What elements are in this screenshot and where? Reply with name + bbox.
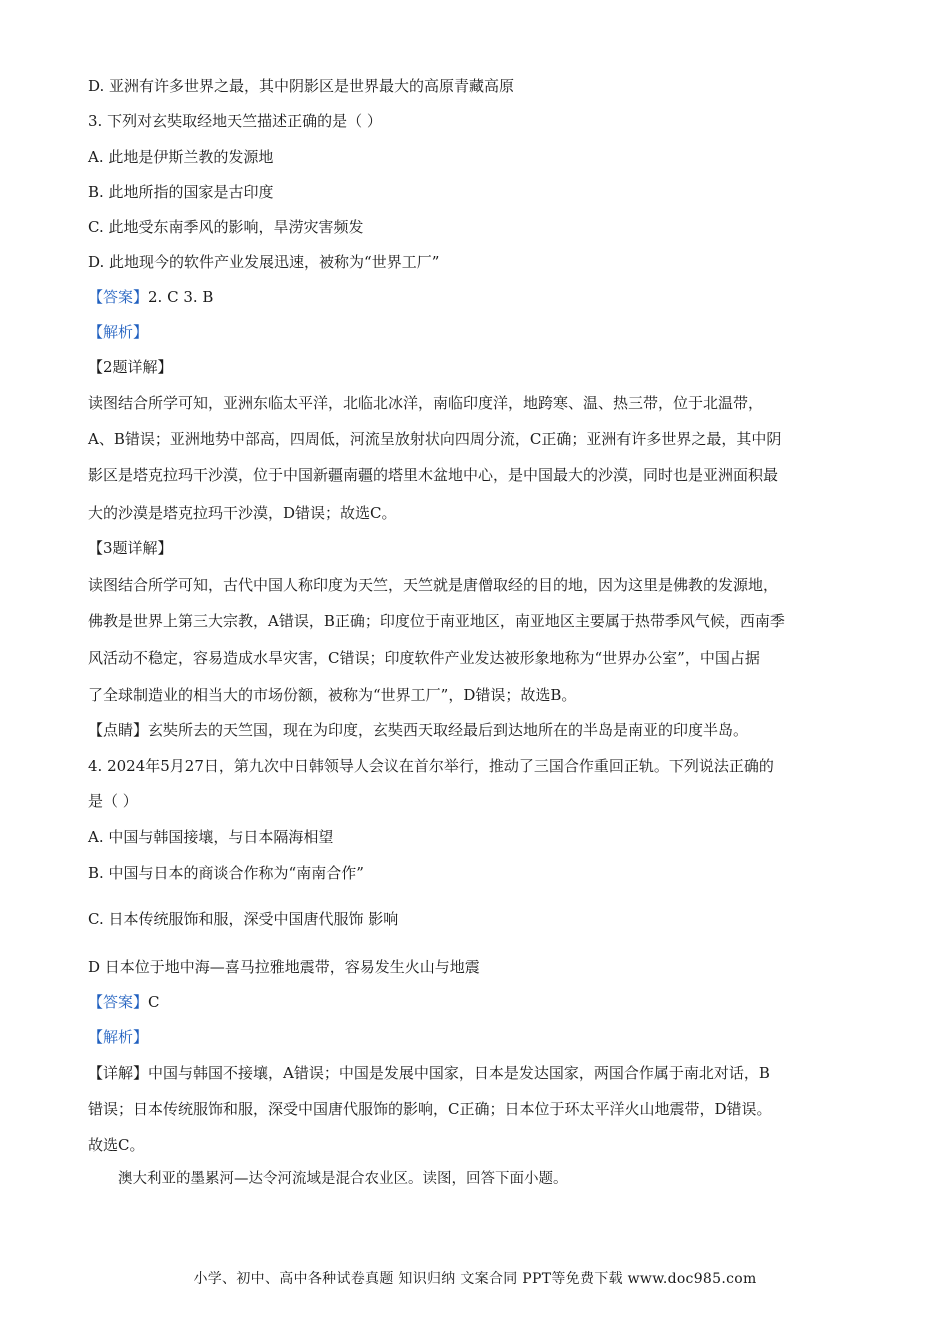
- page-footer: 小学、初中、高中各种试卷真题 知识归纳 文案合同 PPT等免费下载 www.doc985.com: [193, 1271, 757, 1287]
- section-intro: 澳大利亚的墨累河—达令河流域是混合农业区。读图，回答下面小题。: [118, 1171, 568, 1187]
- answer-tag: 【答案】: [88, 993, 149, 1011]
- q4-stem-line-2: 是（ ）: [88, 792, 138, 810]
- q4-option-d: D 日本位于地中海—喜马拉雅地震带，容易发生火山与地震: [88, 958, 480, 976]
- q4-option-c: C. 日本传统服饰和服，深受中国唐代服饰 影响: [88, 910, 399, 928]
- point-line: [88, 719, 872, 741]
- q3-option-d: D. 此地现今的软件产业发展迅速，被称为“世界工厂”: [88, 253, 440, 271]
- q4-option-b: B. 中国与日本的商谈合作称为“南南合作”: [88, 864, 364, 882]
- detail-tag: 【详解】: [88, 1064, 149, 1082]
- analysis-tag: 【解析】: [88, 323, 149, 341]
- q4-detail-line: 故选C。: [88, 1136, 145, 1154]
- q3-option-c: C. 此地受东南季风的影响，旱涝灾害频发: [88, 218, 364, 236]
- q3-stem: 3. 下列对玄奘取经地天竺描述正确的是（ ）: [88, 112, 382, 130]
- q4-detail-line: 错误；日本传统服饰和服，深受中国唐代服饰的影响，C正确；日本位于环太平洋火山地震带，D错误。: [88, 1100, 772, 1118]
- q2-detail-line: A、B错误；亚洲地势中部高，四周低，河流呈放射状向四周分流，C正确；亚洲有许多世界之最，其中阴: [88, 430, 782, 448]
- analysis-tag-4: 【解析】: [88, 1028, 149, 1046]
- q4-option-a: A. 中国与韩国接壤，与日本隔海相望: [88, 828, 334, 846]
- q2-option-d: D. 亚洲有许多世界之最，其中阴影区是世界最大的高原青藏高原: [88, 77, 515, 95]
- answer-tag: 【答案】: [88, 288, 149, 306]
- q2-detail-line: 大的沙漠是塔克拉玛干沙漠，D错误；故选C。: [88, 504, 397, 522]
- q3-detail-line: 佛教是世界上第三大宗教，A错误，B正确；印度位于南亚地区，南亚地区主要属于热带季风气候，西南季: [88, 612, 785, 630]
- q2-detail-line: 读图结合所学可知，亚洲东临太平洋，北临北冰洋，南临印度洋，地跨寒、温、热三带，位于北温带，: [88, 394, 764, 412]
- point-tag: 【点睛】: [88, 721, 149, 739]
- answer-line-23: [88, 286, 872, 308]
- q3-detail-tag: 【3题详解】: [88, 539, 173, 557]
- answer-line-4: [88, 991, 872, 1013]
- detail-text: 中国与韩国不接壤，A错误；中国是发展中国家，日本是发达国家，两国合作属于南北对话，B: [148, 1064, 770, 1082]
- q3-option-a: A. 此地是伊斯兰教的发源地: [88, 148, 274, 166]
- answer-text: C: [148, 993, 160, 1011]
- q4-stem-line-1: 4. 2024年5月27日，第九次中日韩领导人会议在首尔举行，推动了三国合作重回正轨。下列说法正确的: [88, 757, 774, 775]
- answer-text: 2. C 3. B: [148, 288, 214, 306]
- q3-detail-line: 风活动不稳定，容易造成水旱灾害，C错误；印度软件产业发达被形象地称为“世界办公室”，中国占据: [88, 649, 760, 667]
- q3-detail-line: 读图结合所学可知，古代中国人称印度为天竺，天竺就是唐僧取经的目的地，因为这里是佛教的发源地，: [88, 576, 779, 594]
- q2-detail-tag: 【2题详解】: [88, 358, 173, 376]
- q3-option-b: B. 此地所指的国家是古印度: [88, 183, 274, 201]
- q2-detail-line: 影区是塔克拉玛干沙漠，位于中国新疆南疆的塔里木盆地中心，是中国最大的沙漠，同时也是亚洲面积最: [88, 466, 779, 484]
- q4-detail-line-1: [88, 1062, 872, 1084]
- point-text: 玄奘所去的天竺国，现在为印度，玄奘西天取经最后到达地所在的半岛是南亚的印度半岛。: [148, 721, 749, 739]
- q3-detail-line: 了全球制造业的相当大的市场份额，被称为“世界工厂”，D错误；故选B。: [88, 686, 577, 704]
